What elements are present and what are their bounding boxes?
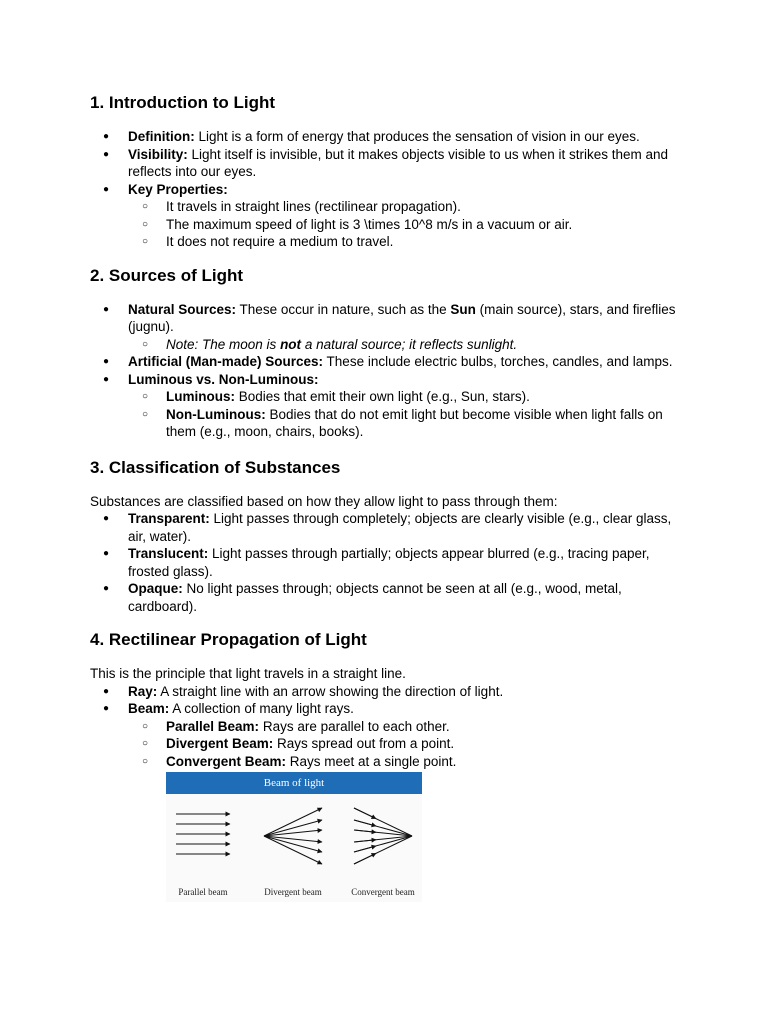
item-text: A collection of many light rays. xyxy=(169,701,354,716)
list-item xyxy=(90,301,690,354)
list-item xyxy=(90,580,690,615)
parallel-beam-rays xyxy=(176,814,230,854)
item-label: Transparent: xyxy=(128,511,210,526)
document-page xyxy=(90,92,690,902)
sub-list-item: ○ It travels in straight lines (rectilinear propagation). xyxy=(128,198,690,216)
caption-convergent-beam: Convergent beam xyxy=(351,887,415,897)
key-properties-list xyxy=(128,198,690,251)
item-label: Non-Luminous: xyxy=(166,406,266,422)
item-label: Divergent Beam: xyxy=(166,736,274,751)
item-text: Light passes through completely; objects are clearly visible (e.g., clear glass, air, water). xyxy=(128,511,672,544)
figure-title: Beam of light xyxy=(166,772,422,794)
item-label: Convergent Beam: xyxy=(166,753,287,769)
section-heading-sources: 2. Sources of Light xyxy=(90,265,244,285)
item-label: Translucent: xyxy=(128,546,209,561)
list-item xyxy=(90,146,690,181)
item-label: Visibility: xyxy=(128,146,188,162)
item-text: Bodies that do not emit light but become visible when light falls on them (e.g., moon, chairs, books). xyxy=(166,406,663,439)
item-label: Parallel Beam: xyxy=(166,718,260,734)
sub-list-item xyxy=(128,388,690,406)
item-text: Light is a form of energy that produces the sensation of vision in our eyes. xyxy=(194,129,640,144)
item-label: Beam: xyxy=(128,701,170,716)
list-item xyxy=(90,683,690,701)
beam-of-light-figure xyxy=(166,772,422,902)
classification-intro: Substances are classified based on how they allow light to pass through them: xyxy=(90,493,558,509)
item-text: Light passes through partially; objects appear blurred (e.g., tracing paper, frosted glass). xyxy=(128,546,650,579)
sub-list-item: ○ It does not require a medium to travel. xyxy=(128,233,690,251)
section-heading-introduction: 1. Introduction to Light xyxy=(90,93,276,112)
introduction-list xyxy=(90,128,690,251)
item-label: Luminous: xyxy=(166,389,235,404)
natural-note-list xyxy=(128,336,690,354)
sources-list xyxy=(90,301,690,441)
caption-parallel-beam: Parallel beam xyxy=(178,887,228,897)
item-label: Artificial (Man-made) Sources: xyxy=(128,354,324,369)
divergent-beam-rays xyxy=(264,808,322,864)
classification-list xyxy=(90,510,690,615)
item-label: Definition: xyxy=(128,129,195,144)
note-text: Note: The moon is xyxy=(166,336,281,352)
list-item xyxy=(90,510,690,545)
item-text: Bodies that emit their own light (e.g., Sun, stars). xyxy=(235,389,530,404)
note-not: not xyxy=(280,336,302,352)
item-text: No light passes through; objects cannot be seen at all (e.g., wood, metal, cardboard). xyxy=(128,581,622,614)
beam-types-list xyxy=(128,718,690,771)
list-item xyxy=(90,353,690,371)
item-label: Natural Sources: xyxy=(128,301,237,317)
item-text: Rays are parallel to each other. xyxy=(259,718,450,734)
sub-list-item xyxy=(128,406,690,441)
luminous-list xyxy=(128,388,690,441)
list-item xyxy=(90,128,690,146)
item-text: Rays spread out from a point. xyxy=(273,736,455,751)
sub-list-item xyxy=(128,718,690,736)
figure-body xyxy=(166,794,422,902)
convergent-beam-rays xyxy=(354,808,412,864)
item-label: Ray: xyxy=(128,683,158,699)
item-text: These include electric bulbs, torches, candles, and lamps. xyxy=(323,354,673,369)
item-text: A straight line with an arrow showing the direction of light. xyxy=(157,683,504,699)
rectilinear-list xyxy=(90,683,690,771)
item-text: (main source), stars, and fireflies (jugnu). xyxy=(128,301,676,334)
list-item xyxy=(90,181,690,251)
section-heading-classification: 3. Classification of Substances xyxy=(90,457,341,477)
rectilinear-intro: This is the principle that light travels in a straight line. xyxy=(90,666,406,681)
list-item xyxy=(90,371,690,441)
list-item xyxy=(90,700,690,770)
item-text: These occur in nature, such as the xyxy=(236,301,451,317)
item-label: Opaque: xyxy=(128,581,183,596)
item-label: Luminous vs. Non-Luminous: xyxy=(128,371,319,387)
section-heading-rectilinear: 4. Rectilinear Propagation of Light xyxy=(90,630,367,649)
sub-list-item xyxy=(128,735,690,753)
sun-keyword: Sun xyxy=(450,301,476,317)
item-text: Rays meet at a single point. xyxy=(286,753,457,769)
item-label: Key Properties: xyxy=(128,181,228,197)
caption-divergent-beam: Divergent beam xyxy=(264,887,322,897)
item-text: Light itself is invisible, but it makes objects visible to us when it strikes them and reflects into our eyes. xyxy=(128,146,668,179)
sub-list-item xyxy=(128,753,690,771)
note-item xyxy=(128,336,690,354)
list-item xyxy=(90,545,690,580)
note-text: a natural source; it reflects sunlight. xyxy=(301,336,518,352)
sub-list-item: ○ The maximum speed of light is 3 \times 10^8 m/s in a vacuum or air. xyxy=(128,216,690,234)
